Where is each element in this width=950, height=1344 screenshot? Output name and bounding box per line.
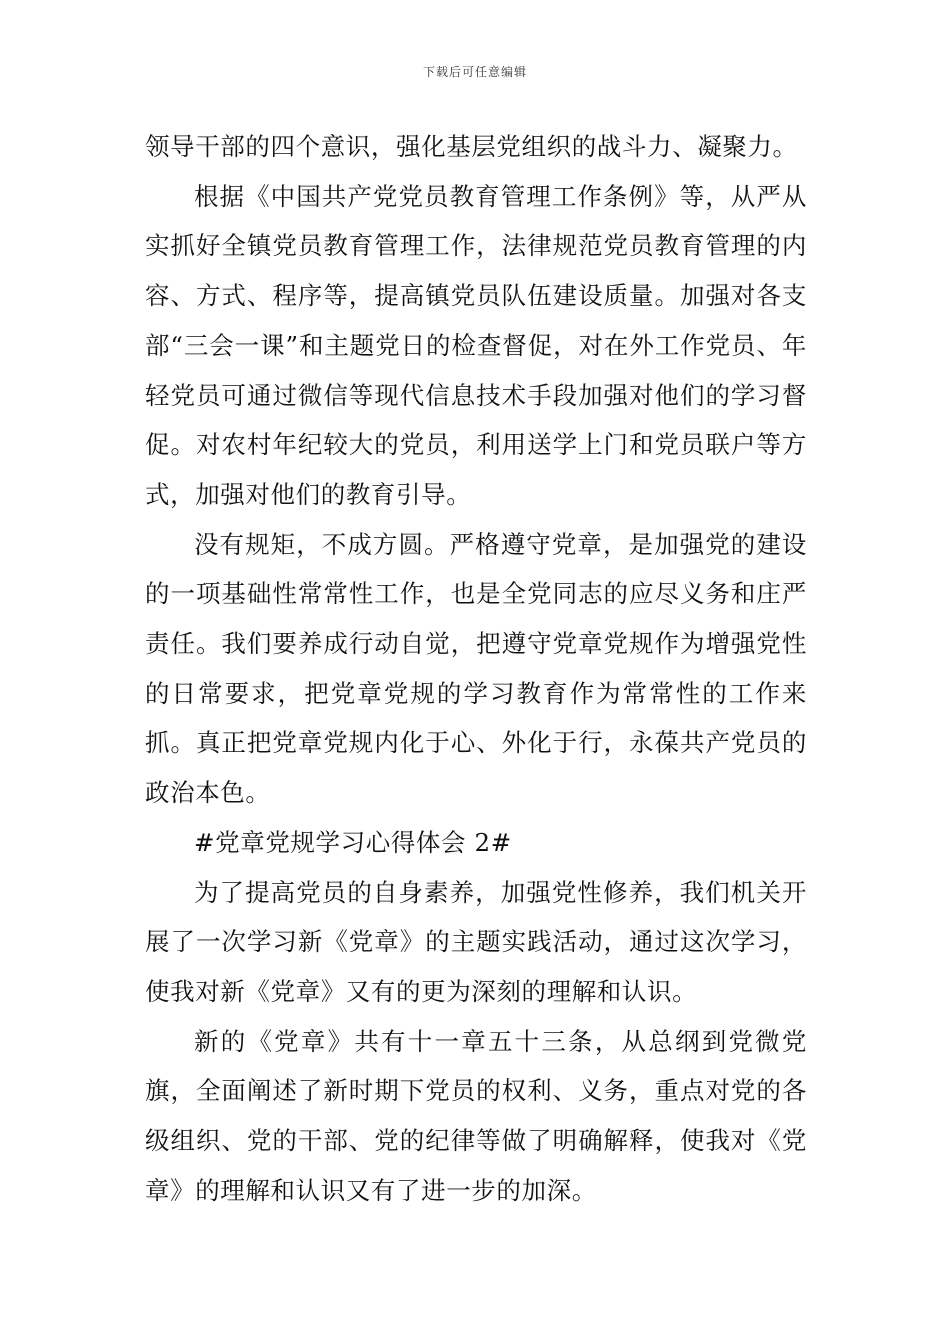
- paragraph-2: 根据《中国共产党党员教育管理工作条例》等，从严从实抓好全镇党员教育管理工作，法律规范党员教育管理的内容、方式、程序等，提高镇党员队伍建设质量。加强对各支部“三会一课”和主题党日的检查督促，对在外工作党员、年轻党员可通过微信等现代信息技术手段加强对他们的学习督促。对农村年纪较大的党员，利用送学上门和党员联户等方式，加强对他们的教育引导。: [145, 181, 807, 509]
- paragraph-4: 为了提高党员的自身素养，加强党性修养，我们机关开展了一次学习新《党章》的主题实践活动，通过这次学习，使我对新《党章》又有的更为深刻的理解和认识。: [145, 877, 807, 1006]
- paragraph-5: 新的《党章》共有十一章五十三条，从总纲到党微党旗，全面阐述了新时期下党员的权利、义务，重点对党的各级组织、党的干部、党的纪律等做了明确解释，使我对《党章》的理解和认识又有了进一步的加深。: [145, 1026, 807, 1205]
- document-body: [145, 122, 807, 1215]
- page-header: 下载后可任意编辑: [422, 65, 527, 79]
- paragraph-1: 领导干部的四个意识，强化基层党组织的战斗力、凝聚力。: [145, 132, 798, 161]
- section-heading: #党章党规学习心得体会 2#: [194, 827, 512, 857]
- paragraph-3: 没有规矩，不成方圆。严格遵守党章，是加强党的建设的一项基础性常常性工作，也是全党同志的应尽义务和庄严责任。我们要养成行动自觉，把遵守党章党规作为增强党性的日常要求，把党章党规的学习教育作为常常性的工作来抓。真正把党章党规内化于心、外化于行，永葆共产党员的政治本色。: [145, 529, 807, 808]
